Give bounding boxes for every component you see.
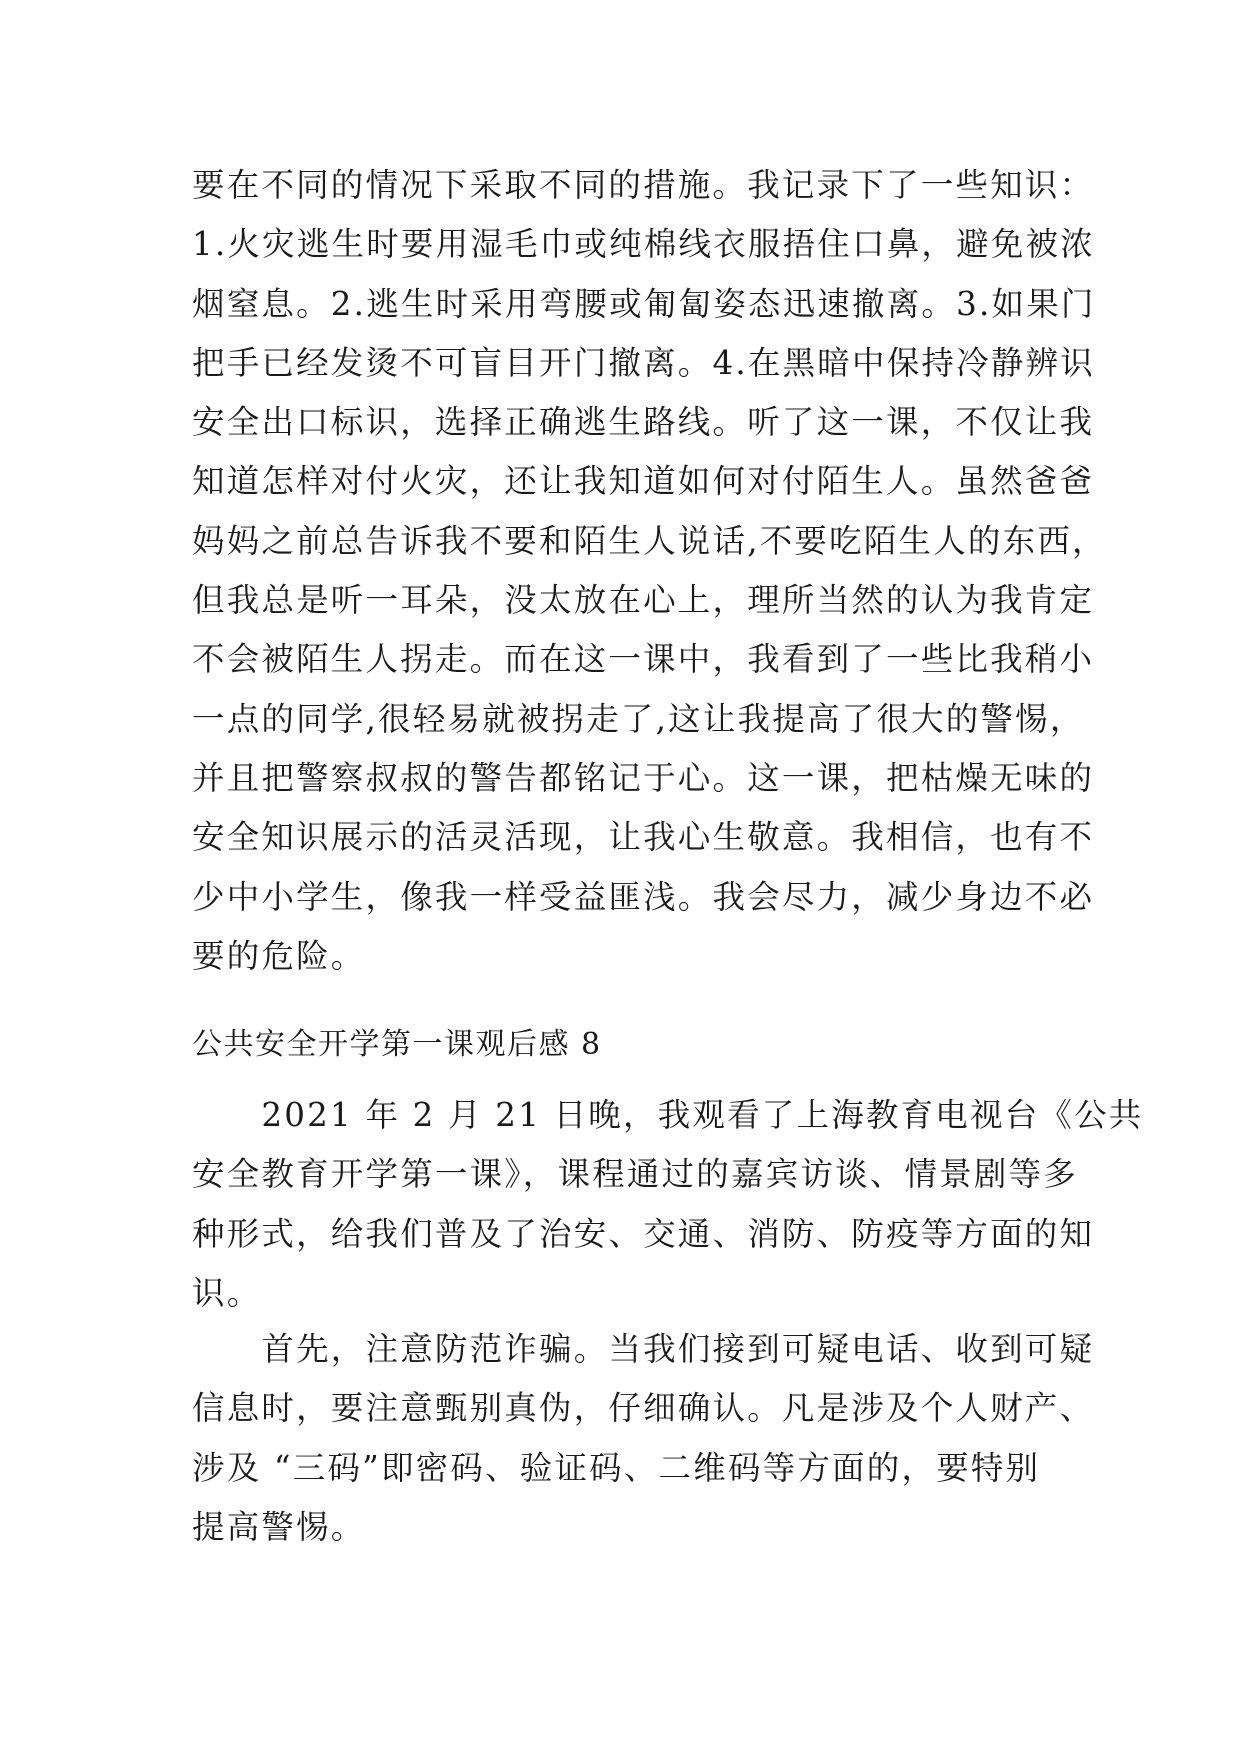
- text-line: 烟窒息。2.逃生时采用弯腰或匍匐姿态迅速撤离。3.如果门: [192, 284, 1096, 323]
- text-line: 安全出口标识，选择正确逃生路线。听了这一课，不仅让我: [192, 403, 1095, 442]
- text-line: 妈妈之前总告诉我不要和陌生人说话,不要吃陌生人的东西，: [192, 521, 1107, 560]
- text-line: 少中小学生，像我一样受益匪浅。我会尽力，减少身边不必: [192, 877, 1095, 916]
- text-line: 首先，注意防范诈骗。当我们接到可疑电话、收到可疑: [192, 1330, 1095, 1368]
- text-line: 提高警惕。: [192, 1507, 366, 1546]
- text-line: 并且把警察叔叔的警告都铭记于心。这一课，把枯燥无味的: [192, 758, 1095, 797]
- text-line: 识。: [192, 1273, 262, 1312]
- text-line: 要的危险。: [192, 936, 366, 975]
- text-line: 2021 年 2 月 21 日晚，我观看了上海教育电视台《公共: [192, 1096, 1144, 1134]
- text-line: 种形式，给我们普及了治安、交通、消防、防疫等方面的知: [192, 1214, 1095, 1253]
- section-heading: 公共安全开学第一课观后感 8: [192, 1027, 602, 1062]
- paragraph-intro: [192, 1086, 1144, 1323]
- text-line: 安全知识展示的活灵活现，让我心生敬意。我相信，也有不: [192, 818, 1095, 857]
- text-line: 安全教育开学第一课》，课程通过的嘉宾访谈、情景剧等多: [192, 1155, 1078, 1194]
- text-line: 不会被陌生人拐走。而在这一课中，我看到了一些比我稍小: [192, 640, 1095, 679]
- text-line: 但我总是听一耳朵，没太放在心上，理所当然的认为我肯定: [192, 581, 1095, 620]
- text-line: 信息时，要注意甄别真伪，仔细确认。凡是涉及个人财产、: [192, 1389, 1095, 1428]
- text-line: 要在不同的情况下采取不同的措施。我记录下了一些知识：: [192, 166, 1095, 204]
- text-line: 涉及 “三码”即密码、验证码、二维码等方面的，要特别: [192, 1448, 1041, 1487]
- text-line: 把手已经发烫不可盲目开门撤离。4.在黑暗中保持冷静辨识: [192, 343, 1095, 382]
- text-line: 一点的同学,很轻易就被拐走了,这让我提高了很大的警惕，: [192, 699, 1085, 738]
- text-line: 1.火灾逃生时要用湿毛巾或纯棉线衣服捂住口鼻，避免被浓: [192, 225, 1095, 264]
- text-line: 知道怎样对付火灾，还让我知道如何对付陌生人。虽然爸爸: [192, 462, 1095, 501]
- paragraph-first: [192, 1320, 1095, 1557]
- paragraph-continued: [192, 156, 1107, 986]
